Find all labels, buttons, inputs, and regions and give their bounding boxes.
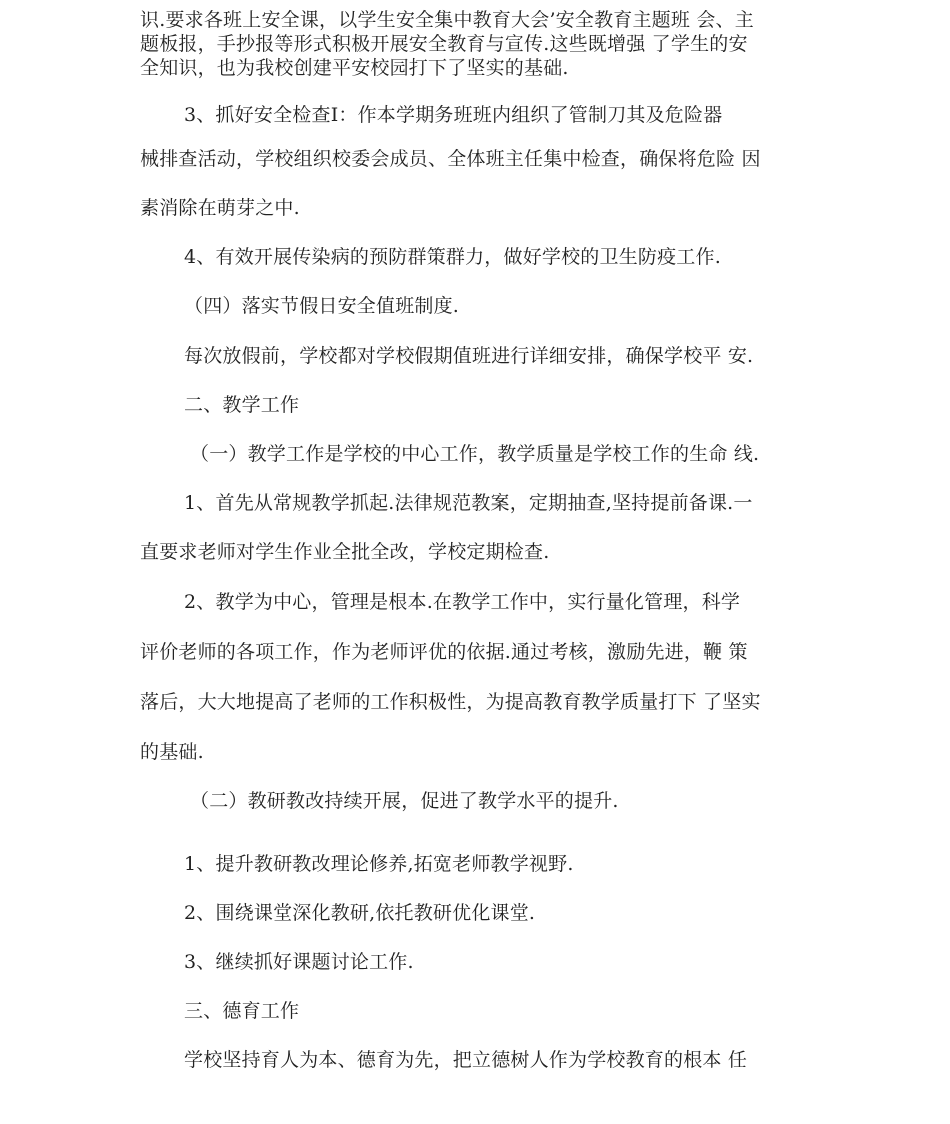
text-line: 3、抓好安全检查I：作本学期务班班内组织了管制刀其及危险器 [184, 104, 723, 126]
section-heading: （四）落实节假日安全值班制度. [184, 295, 460, 317]
text-line: 械排查活动，学校组织校委会成员、全体班主任集中检查，确保将危险 因 [140, 148, 761, 170]
text-line: 每次放假前，学校都对学校假期值班进行详细安排，确保学校平 安. [184, 345, 754, 367]
text-line: 3、继续抓好课题讨论工作. [184, 951, 414, 973]
section-heading: （二）教研教改持续开展，促进了教学水平的提升. [190, 790, 619, 812]
text-line: 1、首先从常规教学抓起.法律规范教案，定期抽查,坚持提前备课.一 [184, 492, 753, 514]
text-line: 评价老师的各项工作，作为老师评优的依据.通过考核，激励先进，鞭 策 [140, 641, 748, 663]
text-line: 4、有效开展传染病的预防群策群力，做好学校的卫生防疫工作. [184, 246, 721, 268]
text-line: 识.要求各班上安全课，以学生安全集中教育大会’安全教育主题班 会、主 [140, 9, 754, 31]
text-line: 全知识，也为我校创建平安校园打下了坚实的基础. [140, 57, 569, 79]
text-line: 学校坚持育人为本、德育为先，把立德树人作为学校教育的根本 任 [184, 1049, 748, 1071]
section-heading: （一）教学工作是学校的中心工作，教学质量是学校工作的生命 线. [190, 443, 760, 465]
text-line: 落后，大大地提高了老师的工作积极性，为提高教育教学质量打下 了坚实 [140, 691, 761, 713]
text-line: 的基础. [140, 741, 204, 763]
section-heading: 二、教学工作 [184, 394, 300, 416]
section-heading: 三、德育工作 [184, 1000, 300, 1022]
text-line: 直要求老师对学生作业全批全改，学校定期检查. [140, 541, 550, 563]
text-line: 题板报，手抄报等形式积极开展安全教育与宣传.这些既增强 了学生的安 [140, 33, 748, 55]
text-line: 2、教学为中心，管理是根本.在教学工作中，实行量化管理，科学 [184, 591, 741, 613]
text-line: 1、提升教研教改理论修养,拓宽老师教学视野. [184, 853, 574, 875]
text-line: 素消除在萌芽之中. [140, 197, 300, 219]
text-line: 2、围绕课堂深化教研,依托教研优化课堂. [184, 902, 536, 924]
